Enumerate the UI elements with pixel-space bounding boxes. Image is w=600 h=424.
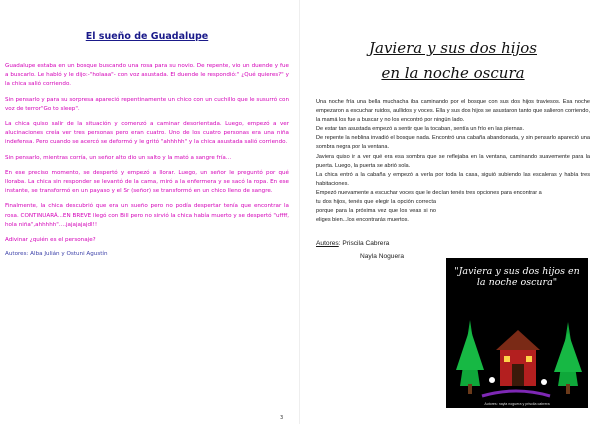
story-paragraph: Empezó nuevamente a escuchar voces que le decían tenés tres opciones para encontrar a (316, 189, 542, 196)
story-paragraph: Sin pensarlo y para su sorpresa apareció repentinamente un chico con un cuchillo que le susurró con voz de terror"Go to sleep". (5, 96, 289, 112)
cover-illustration (446, 258, 588, 408)
story-body (316, 98, 590, 225)
story-paragraph: La chica quiso salir de la situación y comenzó a caminar desorientada. Luego, empezó a ver alucinaciones creía ver tres personas pero eran cuatro. Uno de los cuatro personas era una niña indefensa. Pero cuando se acercó se deformó y le gritó "ahhhhh" y la chica asustada salió corriendo. (5, 121, 289, 146)
cover-title: "Javiera y sus dos hijos en la noche oscura" (454, 266, 580, 288)
story-paragraph: Javiera quiso ir a ver qué era esa sombra que se reflejaba en la ventana, caminando suavemente para la puerta. Luego, la puerta se abrió sola. (316, 153, 590, 169)
story-question: Adivinar ¿quién es el personaje? (5, 237, 96, 244)
authors-block: Autores: Priscila Cabrera Nayla Noguera (316, 240, 404, 261)
story-paragraph: Una noche fría una bella muchacha iba caminando por el bosque con sus dos hijos traviesos. Esa noche empezaron a escuchar ruidos, aullidos y voces. Ella y sus dos hijos se asustaron tanto que salieron corriendo, la mamá los fue a buscar y no los encontró por ningún lado. (316, 99, 590, 124)
author-name: Priscila Cabrera (342, 240, 390, 248)
story-paragraph: Guadalupe estaba en un bosque buscando una rosa para su novio. De repente, vio un duende y fue a buscarlo. Le habló y le dijo:-"holaaa"- con voz asustada. El duende le respondió:" ¿Qué quieres?" y la chica salió corriendo. (5, 63, 289, 88)
author-name: Nayla Noguera (360, 253, 404, 261)
story-paragraph: Finalmente, la chica descubrió que era un sueño pero no podía despertar tenía que encontrar la rosa. CONTINUARÁ...EN BREVE llegó con Bill pero no sirvió la chica había muerto y se despertó "uffff, hola niña",ahhhhh"....jajajajajdl!! (5, 203, 289, 228)
page-number: 3 (280, 415, 284, 421)
story-paragraph: De estar tan asustada empezó a sentir que la tocaban, sentía un frío en las piernas. (316, 126, 525, 133)
title-line-2: en la noche oscura (381, 64, 525, 82)
story-paragraph: De repente la neblina invadió el bosque nada. Encontró una cabaña abandonada, y sin pensarlo apareció una sombra negra por la ventana. (316, 135, 590, 151)
story-title-guadalupe: El sueño de Guadalupe (85, 31, 209, 42)
story-paragraph: Sin pensarlo, mientras corría, un señor alto dio un salto y la mató a sangre fría... (5, 154, 232, 161)
cover-credit: Autores: nayla noguera y priscila cabrera (484, 402, 550, 406)
story-authors: Autores: Alba Julián y Ostuni Agustín (5, 251, 108, 258)
story-paragraph: La chica entró a la cabaña y empezó a verla por toda la casa, siguió subiendo las escaleras y había tres habitaciones. (316, 171, 590, 187)
story-title-javiera (316, 36, 590, 86)
title-line-1: Javiera y sus dos hijos (369, 39, 537, 57)
story-paragraph-narrow: tu dos hijos, tenés que elegir la opción correcta porque para la próxima vez que los veas si no eliges bien...los encontrarás muertos. (316, 199, 436, 224)
authors-label: Autores (316, 240, 339, 248)
story-paragraph: En ese preciso momento, se despertó y empezó a llorar. Luego, un señor le preguntó por qué lloraba. La chica sin responder se levantó de la cama, miró a la enfermera y se sacó la ropa. En ese instante, se transformó en un payaso y el Sr (señor) se transformó en un chico lleno de sangre. (5, 169, 289, 195)
